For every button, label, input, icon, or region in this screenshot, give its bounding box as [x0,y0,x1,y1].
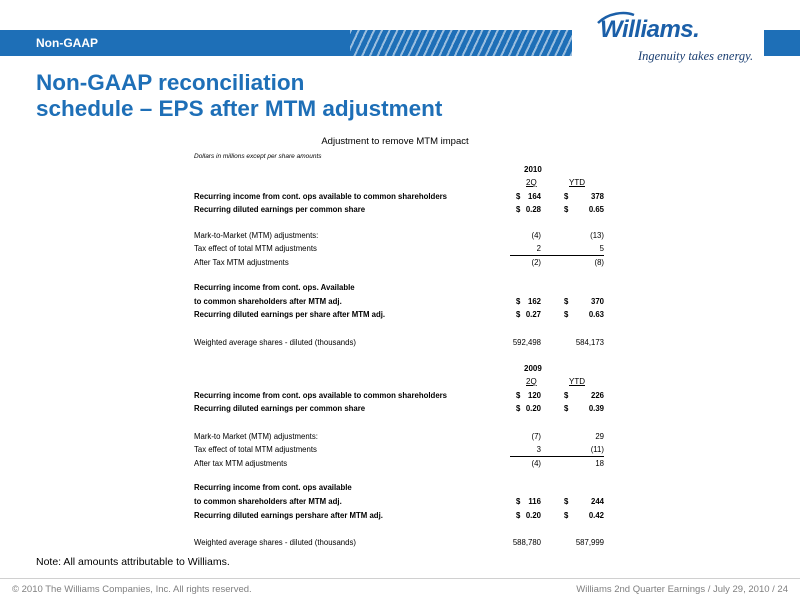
value-2q: 116 [528,497,541,506]
section-label: Non-GAAP [36,36,98,50]
row-label: Mark-to Market (MTM) adjustments: [194,432,318,441]
table-subtitle: Dollars in millions except per share amounts [194,153,322,160]
value-ytd: 0.42 [588,511,604,520]
dollar-sign: $ [564,205,569,214]
value-ytd: 5 [599,244,604,253]
col-header-ytd-2009: YTD [569,377,585,386]
value-2q: 592,498 [512,338,541,347]
value-ytd: 587,999 [575,538,604,547]
value-ytd: 378 [590,192,604,201]
year-header-2009: 2009 [524,364,542,373]
value-ytd: 0.65 [588,205,604,214]
table-row [194,231,604,243]
table-row [194,297,604,309]
page-title-line1: Non-GAAP reconciliation [36,70,305,95]
row-label: Recurring diluted earnings per share after MTM adj. [194,310,386,319]
logo-brand: Williams. [600,16,700,43]
footer-divider [0,578,800,579]
table-row [194,459,604,471]
value-2q: 2 [536,244,541,253]
table-row [194,283,604,295]
dollar-sign: $ [516,511,521,520]
value-2q: 0.20 [525,404,541,413]
dollar-sign: $ [516,391,521,400]
value-ytd: 18 [595,459,604,468]
year-header-2010: 2010 [524,165,542,174]
header-hatch-pattern [350,30,572,56]
value-ytd: 226 [590,391,604,400]
row-label: Recurring income from cont. ops available to common shareholders [194,391,448,400]
value-2q: 0.20 [525,511,541,520]
value-2q: (4) [531,459,541,468]
row-label: Recurring income from cont. ops available to common shareholders [194,192,448,201]
dollar-sign: $ [516,205,521,214]
dollar-sign: $ [516,310,521,319]
footer-copyright: © 2010 The Williams Companies, Inc. All rights reserved. [12,584,252,595]
subtotal-underline [510,456,604,457]
value-2q: (2) [531,258,541,267]
dollar-sign: $ [564,391,569,400]
table-row [194,258,604,270]
table-row [194,391,604,403]
value-2q: 120 [527,391,541,400]
value-2q: 3 [536,445,541,454]
row-label: Tax effect of total MTM adjustments [194,244,317,253]
table-row [194,432,604,444]
dollar-sign: $ [564,497,569,506]
dollar-sign: $ [516,497,521,506]
col-header-2q-2010: 2Q [526,178,537,187]
col-header-ytd-2010: YTD [569,178,585,187]
page-title-line2: schedule – EPS after MTM adjustment [36,96,443,121]
dollar-sign: $ [516,297,521,306]
value-ytd: 0.39 [588,404,604,413]
row-label: Recurring diluted earnings per common share [194,404,366,413]
williams-logo [594,14,764,74]
row-label: After Tax MTM adjustments [194,258,289,267]
dollar-sign: $ [564,297,569,306]
row-label: Recurring income from cont. ops. Available [194,283,355,292]
row-label: Recurring diluted earnings pershare after MTM adj. [194,511,383,520]
row-label: Weighted average shares - diluted (thousands) [194,338,356,347]
table-row [194,310,604,322]
table-row [194,511,604,523]
row-label: Weighted average shares - diluted (thousands) [194,538,356,547]
row-label: Mark-to-Market (MTM) adjustments: [194,231,319,240]
value-2q: 164 [527,192,541,201]
table-title: Adjustment to remove MTM impact [321,136,469,147]
table-row [194,192,604,204]
row-label: After tax MTM adjustments [194,459,288,468]
row-label: Recurring diluted earnings per common share [194,205,366,214]
dollar-sign: $ [516,192,521,201]
value-2q: (4) [531,231,541,240]
value-ytd: 584,173 [575,338,604,347]
subtotal-underline [510,255,604,256]
header-bar-right [764,30,800,56]
value-ytd: 370 [590,297,604,306]
value-2q: 0.27 [525,310,541,319]
value-ytd: (13) [590,231,604,240]
dollar-sign: $ [516,404,521,413]
dollar-sign: $ [564,310,569,319]
dollar-sign: $ [564,192,569,201]
value-2q: (7) [531,432,541,441]
value-2q: 162 [527,297,541,306]
footer-page-info: Williams 2nd Quarter Earnings / July 29, 2010 / 24 [576,584,788,595]
table-row [194,483,604,495]
row-label: to common shareholders after MTM adj. [194,297,342,306]
value-ytd: 29 [595,432,604,441]
row-label: Recurring income from cont. ops available [194,483,352,492]
value-ytd: (11) [590,445,604,454]
table-row [194,338,604,350]
value-2q: 588,780 [512,538,541,547]
dollar-sign: $ [564,511,569,520]
value-ytd: 0.63 [588,310,604,319]
logo-tagline: Ingenuity takes energy. [638,49,754,63]
value-ytd: 244 [590,497,604,506]
dollar-sign: $ [564,404,569,413]
value-2q: 0.28 [525,205,541,214]
page-title [36,70,442,122]
value-ytd: (8) [594,258,604,267]
table-row [194,205,604,217]
table-row [194,538,604,550]
footnote: Note: All amounts attributable to Williams. [36,556,230,568]
table-row [194,404,604,416]
table-row [194,497,604,509]
row-label: Tax effect of total MTM adjustments [194,445,317,454]
col-header-2q-2009: 2Q [526,377,537,386]
row-label: to common shareholders after MTM adj. [194,497,342,506]
